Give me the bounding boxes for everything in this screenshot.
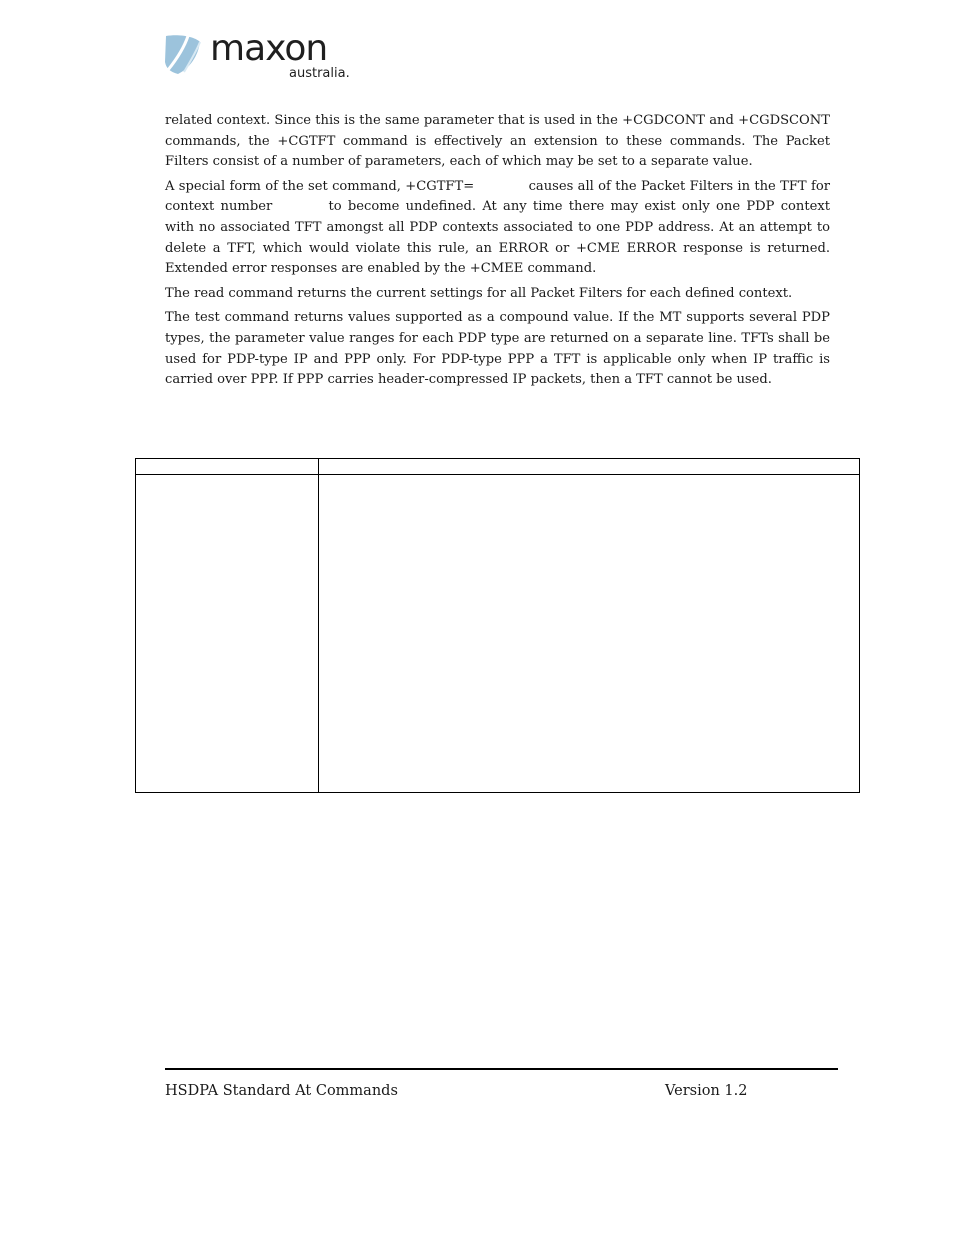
table-row xyxy=(136,475,860,793)
parameter-table xyxy=(135,458,860,793)
paragraph-read-command: The read command returns the current settings for all Packet Filters for each defined context. xyxy=(165,285,793,301)
table-cell xyxy=(319,475,860,793)
paragraph-special-form-part3: to become undefined. At any time there may exist only one PDP context with no associated TFT amongst all PDP contexts associated to one PDP address. At an attempt to delete a TFT, which would violate this rule, an ERROR or +CME ERROR response is returned. Extended error responses are enabled by the +CMEE command. xyxy=(165,199,831,277)
maxon-leaf-icon xyxy=(164,34,202,74)
table-header-cell xyxy=(319,459,860,475)
footer-rule xyxy=(165,1068,838,1070)
paragraph-context: related context. Since this is the same parameter that is used in the +CGDCONT and +CGDSCONT commands, the +CGTFT command is effectively an extension to these commands. The Packet Filters consist of a number of parameters, each of which may be set to a separate value. xyxy=(165,113,830,170)
paragraph-special-form-part2: causes all of the Packet Filters in the TFT for context number xyxy=(165,178,830,215)
paragraph-test-command: The test command returns values supported as a compound value. If the MT supports several PDP types, the parameter value ranges for each PDP type are returned on a separate line. TFTs shall be used for PDP-type IP and PPP only. For PDP-type PPP a TFT is applicable only when IP traffic is carried over PPP. If PPP carries header-compressed IP packets, then a TFT cannot be used. xyxy=(165,310,830,388)
table-cell xyxy=(136,475,319,793)
footer-title: HSDPA Standard At Commands xyxy=(165,1083,398,1099)
maxon-logo xyxy=(164,28,364,84)
logo-wordmark: maxon xyxy=(210,28,328,69)
paragraph-special-form xyxy=(165,177,830,280)
table-header-row xyxy=(136,459,860,475)
footer-version: Version 1.2 xyxy=(665,1083,748,1099)
paragraph-special-form-part1: A special form of the set command, +CGTFT= xyxy=(165,178,475,194)
body-text xyxy=(165,111,830,395)
logo-subtitle: australia. xyxy=(289,66,350,81)
table-header-cell xyxy=(136,459,319,475)
